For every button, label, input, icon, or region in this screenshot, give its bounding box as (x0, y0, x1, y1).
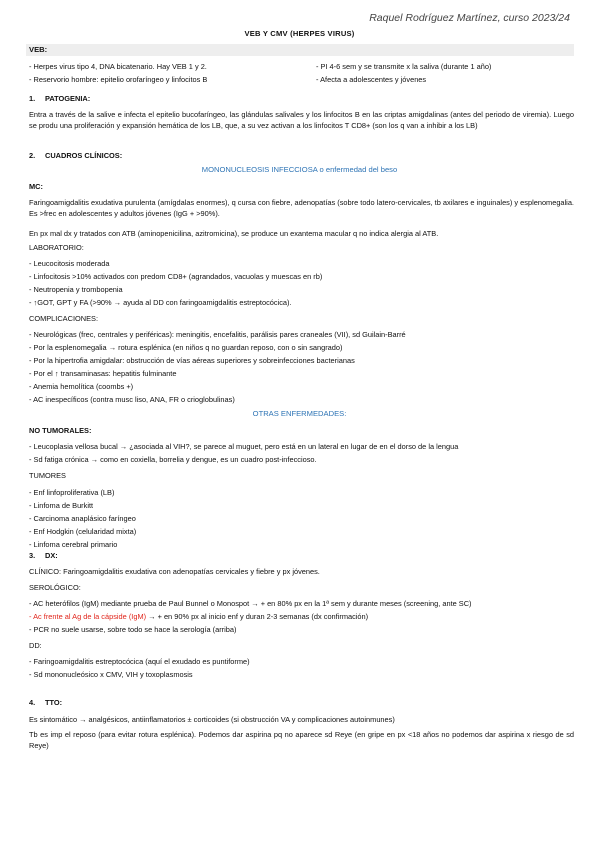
author-header: Raquel Rodríguez Martínez, curso 2023/24 (369, 12, 570, 24)
section-heading-dx: 3. DX: (29, 551, 58, 560)
no-tumoral-item: - Sd fatiga crónica → como en coxiella, borrelia y dengue, es un cuadro post-infeccioso. (29, 455, 317, 464)
serology-item: - Ac frente al Ag de la cápside (IgM) → + en 90% px al inicio enf y duran 2-3 semanas (dx confirmación) (29, 612, 369, 621)
tto-line: Es sintomático → analgésicos, antiinflamatorios ± corticoides (si obstrucción VA y complicaciones autoinmunes) (29, 715, 395, 724)
tumor-item: - Enf linfoproliferativa (LB) (29, 488, 115, 497)
tumor-item: - Carcinoma anaplásico faríngeo (29, 514, 136, 523)
otras-enfermedades-subtitle: OTRAS ENFERMEDADES: (252, 409, 347, 418)
complication-item: - Por la esplenomegalia → rotura esplénica (en niños q no guardan reposo, con o sin sangrado) (29, 343, 343, 352)
serology-item: - AC heterófilos (IgM) mediante prueba de Paul Bunnel o Monospot → + en 80% px en la 1ª sem y durante meses (screening, ante SC) (29, 599, 472, 608)
document-title: VEB Y CMV (HERPES VIRUS) (244, 29, 355, 38)
no-tumoral-item: - Leucoplasia vellosa bucal → ¿asociada al VIH?, se parece al muguet, pero está en un lateral en lugar de en el dorso de la lengua (29, 442, 459, 451)
section-heading-tto: 4. TTO: (29, 698, 63, 707)
complication-item: - AC inespecíficos (contra musc liso, ANA, FR o crioglobulinas) (29, 395, 235, 404)
complication-item: - Por el ↑ transaminasas: hepatitis fulminante (29, 369, 177, 378)
dd-label: DD: (29, 641, 42, 650)
lab-item: - Leucocitosis moderada (29, 259, 110, 268)
veb-highlight-bar (26, 44, 574, 56)
complicaciones-label: COMPLICACIONES: (29, 314, 98, 323)
serologico-label: SEROLÓGICO: (29, 583, 81, 592)
patogenia-paragraph: Entra a través de la salive e infecta el epitelio bucofaríngeo, las glándulas salivales y los linfocitos B en las criptas amigdalinas (antes del periodo de viremia). Luego se produ una proliferación y expansión hemática de los LB, que, a su vez activan a los linfocitos T CD8+ (son los q van a inhibir a los LB) (29, 110, 574, 130)
dd-item: - Sd mononucleósico x CMV, VIH y toxoplasmosis (29, 670, 193, 679)
lab-item: - Neutropenia y trombopenia (29, 285, 123, 294)
tumor-item: - Enf Hodgkin (celularidad mixta) (29, 527, 137, 536)
serology-item: - PCR no suele usarse, sobre todo se hace la serología (arriba) (29, 625, 237, 634)
veb-right-item: - Afecta a adolescentes y jóvenes (316, 75, 427, 84)
veb-label: VEB: (29, 45, 48, 54)
mc-label: MC: (29, 182, 43, 191)
serology-capside-highlight: - Ac frente al Ag de la cápside (IgM) (29, 612, 147, 621)
atb-note: En px mal dx y tratados con ATB (aminopenicilina, azitromicina), se produce un exantema macular q no indica alergia al ATB. (29, 229, 439, 238)
no-tumorales-label: NO TUMORALES: (29, 426, 92, 435)
complication-item: - Anemia hemolítica (coombs +) (29, 382, 134, 391)
mc-paragraph: Faringoamigdalitis exudativa purulenta (amígdalas enormes), q cursa con fiebre, adenopatías (sobre todo latero-cervicales, tb axilares e inguinales) y esplenomegalia. Es >frec en adolescentes y adultos jóvenes (IgG + >90%). (29, 198, 574, 218)
tumores-label: TUMORES (29, 471, 66, 480)
complication-item: - Neurológicas (frec, centrales y periféricas): meningitis, encefalitis, parálisis pares craneales (VII), sd Guilain-Barré (29, 330, 406, 339)
veb-left-item: - Reservorio hombre: epitelio orofaríngeo y linfocitos B (29, 75, 208, 84)
tto-paragraph: Tb es imp el reposo (para evitar rotura esplénica). Podemos dar aspirina pq no aparece sd Reye (en gripe en px <18 años no podemos dar aspirina x riesgo de sd Reye) (29, 730, 574, 750)
laboratorio-label: LABORATORIO: (29, 243, 84, 252)
complication-item: - Por la hipertrofia amigdalar: obstrucción de vías aéreas superiores y sobreinfecciones bacterianas (29, 356, 355, 365)
tumor-item: - Linfoma cerebral primario (29, 540, 118, 549)
veb-left-item: - Herpes virus tipo 4, DNA bicatenario. Hay VEB 1 y 2. (29, 62, 207, 71)
tumor-item: - Linfoma de Burkitt (29, 501, 94, 510)
veb-right-item: - PI 4-6 sem y se transmite x la saliva (durante 1 año) (316, 62, 492, 71)
lab-item: - ↑GOT, GPT y FA (>90% → ayuda al DD con faringoamigdalitis estreptocócica). (29, 298, 292, 307)
dd-item: - Faringoamigdalitis estreptocócica (aquí el exudado es puntiforme) (29, 657, 250, 666)
dx-clinico: CLÍNICO: Faringoamigdalitis exudativa con adenopatías cervicales y fiebre y px jóvenes. (29, 567, 320, 576)
mononucleosis-subtitle: MONONUCLEOSIS INFECCIOSA o enfermedad del beso (201, 165, 398, 174)
section-heading-patogenia: 1. PATOGENIA: (29, 94, 91, 103)
section-heading-cuadros: 2. CUADROS CLÍNICOS: (29, 151, 123, 160)
lab-item: - Linfocitosis >10% activados con predom CD8+ (agrandados, vacuolas y muescas en rb) (29, 272, 323, 281)
